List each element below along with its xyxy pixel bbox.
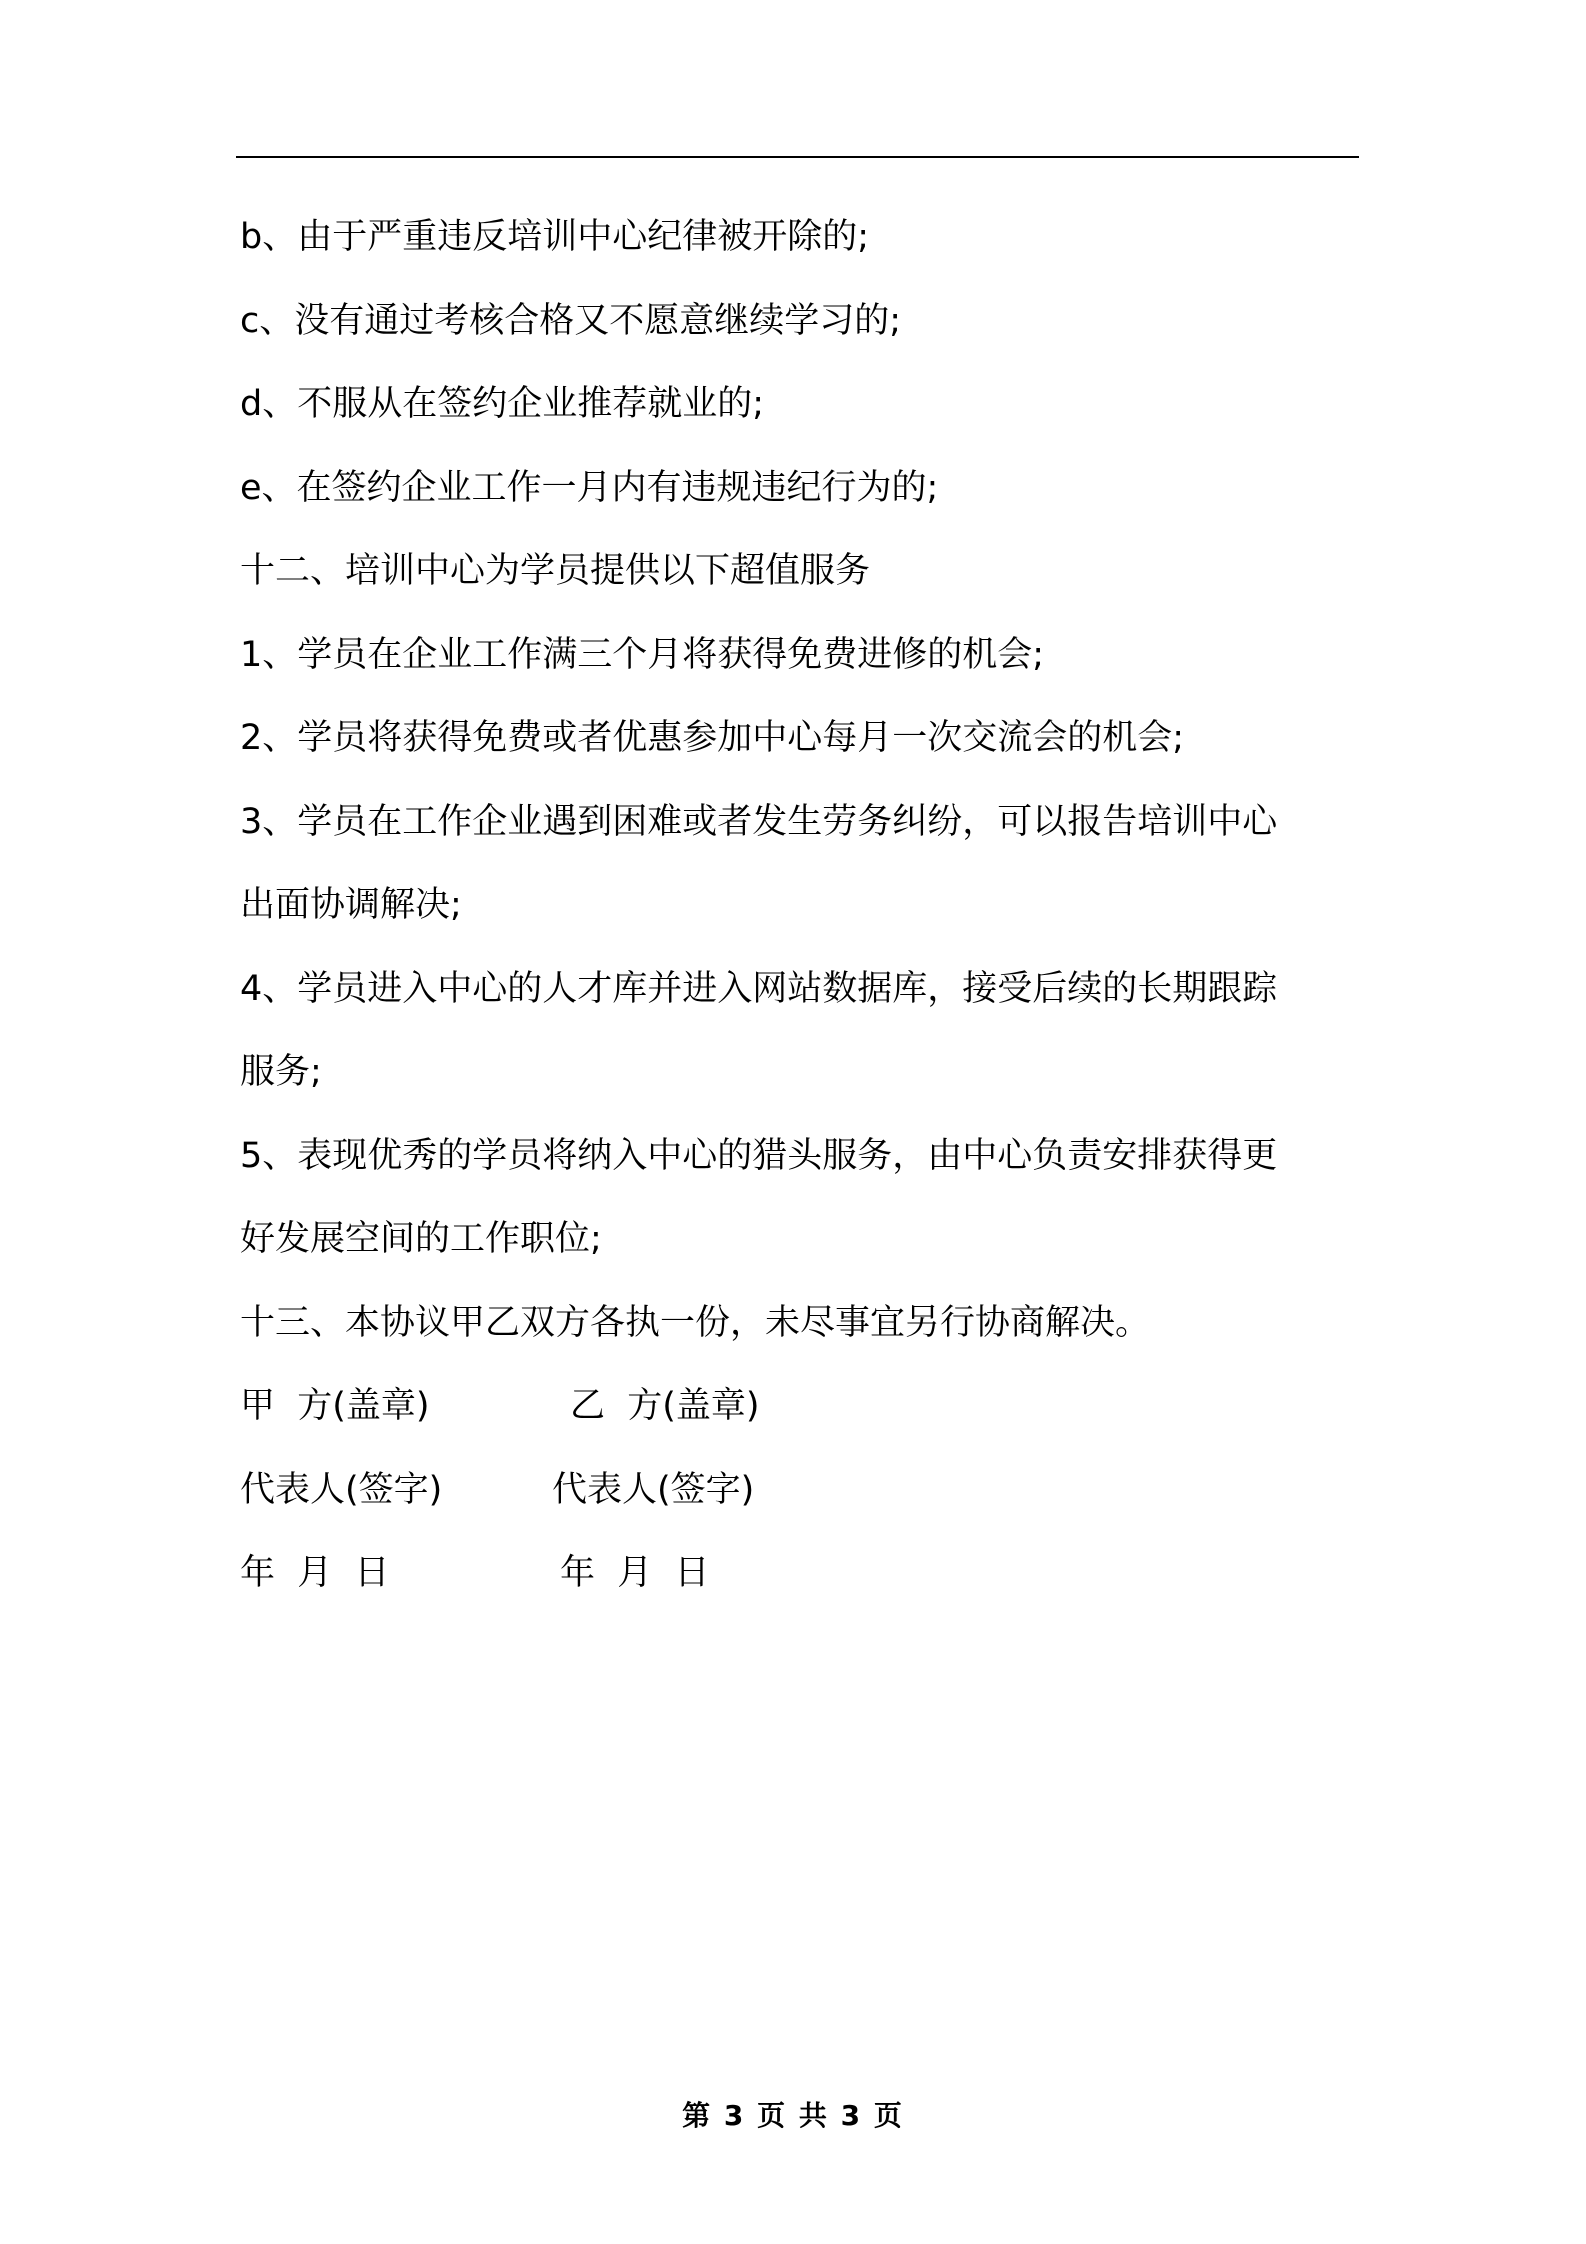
service-item-5-line-1: 5、表现优秀的学员将纳入中心的猎头服务，由中心负责安排获得更 [240,1135,1278,1176]
signature-rep-row [240,1449,1360,1533]
service-item-2: 2、学员将获得免费或者优惠参加中心每月一次交流会的机会; [240,718,1185,758]
clause-b: b、由于严重违反培训中心纪律被开除的; [240,217,870,257]
service-item-5-line-2: 好发展空间的工作职位; [240,1219,602,1259]
signature-seal-row [240,1365,1360,1449]
header-rule [236,156,1359,158]
party-b-representative: 代表人(签字) [552,1469,755,1510]
service-item-1: 1、学员在企业工作满三个月将获得免费进修的机会; [240,634,1045,675]
service-item-3-line-2: 出面协调解决; [240,885,462,925]
section-thirteen: 十三、本协议甲乙双方各执一份，未尽事宜另行协商解决。 [240,1302,1151,1343]
party-b-seal: 乙 方(盖章) [570,1386,760,1426]
service-item-4-line-1: 4、学员进入中心的人才库并进入网站数据库，接受后续的长期跟踪 [240,968,1278,1009]
party-a-seal: 甲 方(盖章) [240,1386,430,1426]
document-body [240,196,1360,1616]
service-item-4-line-2: 服务; [240,1052,322,1092]
clause-d: d、不服从在签约企业推荐就业的; [240,384,765,424]
section-twelve-heading: 十二、培训中心为学员提供以下超值服务 [240,551,871,591]
service-item-3-line-1: 3、学员在工作企业遇到困难或者发生劳务纠纷，可以报告培训中心 [240,801,1278,842]
party-b-date: 年 月 日 [560,1553,710,1593]
party-a-representative: 代表人(签字) [240,1469,443,1510]
clause-e: e、在签约企业工作一月内有违规违纪行为的; [240,467,939,508]
clause-c: c、没有通过考核合格又不愿意继续学习的; [240,300,902,341]
page-number-footer: 第 3 页 共 3 页 [682,2099,904,2132]
signature-date-row [240,1532,1360,1616]
party-a-date: 年 月 日 [240,1553,390,1593]
